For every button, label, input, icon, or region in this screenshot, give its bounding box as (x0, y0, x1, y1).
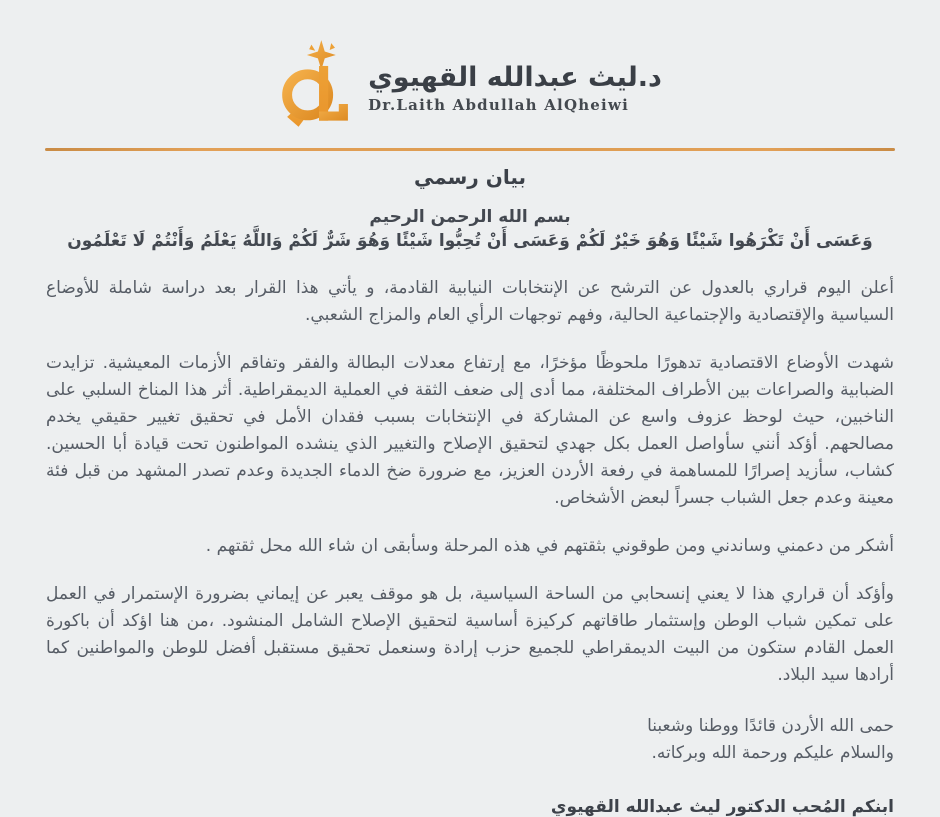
closing-salam-line: والسلام عليكم ورحمة الله وبركاته. (651, 742, 894, 763)
paragraph-announcement: أعلن اليوم قراري بالعدول عن الترشح عن الإنتخابات النيابية القادمة، و يأتي هذا القرار بعد دراسة شاملة للأوضاع السياسية والإقتصادية والإجتماعية الحالية، وفهم توجهات الرأي العام والمزاج الشعبي. (46, 277, 894, 325)
closing-prayer-line: حمى الله الأردن قائدًا ووطنا وشعبنا (647, 715, 894, 736)
star-icon (307, 40, 336, 70)
logo (0, 38, 940, 138)
logo-english-name: Dr.Laith Abdullah AlQheiwi (368, 95, 629, 114)
paragraph-context: شهدت الأوضاع الاقتصادية تدهورًا ملحوظًا مؤخرًا، مع إرتفاع معدلات البطالة والفقر وتفاقم الأزمات المعيشية. تزايدت الضبابية والصراعات بين الأطراف المختلفة، مما أدى إلى ضعف الثقة في العملية الديمقراطية. أثر هذا المناخ السلبي على الناخبين، حيث لوحظ عزوف واسع عن المشاركة في الإنتخابات بسبب فقدان الأمل في تحقيق تغيير حقيقي يخدم مصالحهم. أؤكد أنني سأواصل العمل بكل جهدي لتحقيق الإصلاح والتغيير الذي ينشده المواطنون تحت قيادة أبا الحسين. كشاب، سأزيد إصرارًا للمساهمة في رفعة الأردن العزيز، مع ضرورة ضخ الدماء الجديدة وعدم تصدر المشهد من قبل فئة معينة وعدم جعل الشباب جسراً لبعض الأشخاص. (46, 352, 894, 508)
quran-verse: وَعَسَى أَنْ تَكْرَهُوا شَيْئًا وَهُوَ خَيْرٌ لَكُمْ وَعَسَى أَنْ تُحِبُّوا شَيْئًا وَهُوَ شَرٌّ لَكُمْ وَاللَّهُ يَعْلَمُ وَأَنْتُمْ لَا تَعْلَمُون (67, 230, 873, 251)
page-title: بيان رسمي (413, 165, 527, 189)
bismillah-line: بسم الله الرحمن الرحيم (369, 207, 571, 227)
logo-text (368, 62, 662, 113)
signature-line: ابنكم المُحب الدكتور ليث عبدالله القهيوي (550, 796, 894, 817)
statement-body (0, 165, 940, 817)
letterhead (0, 0, 940, 151)
paragraph-future-plans: وأؤكد أن قراري هذا لا يعني إنسحابي من الساحة السياسية، بل هو موقف يعبر عن إيماني بضرورة الإستمرار في العمل على تمكين شباب الوطن وإستثمار طاقاتهم كركيزة أساسية لتحقيق الإصلاح الشامل المنشود. ،من هنا اؤكد أن باكورة العمل القادم ستكون من البيت الديمقراطي للجميع حزب إرادة وسنعمل تحقيق مستقبل أفضل للوطن والمواطنين كما أرادها سيد البلاد. (46, 583, 894, 685)
paragraph-thanks: أشكر من دعمني وساندني ومن طوقوني بثقتهم في هذه المرحلة وسأبقى ان شاء الله محل ثقتهم . (205, 535, 894, 556)
divider-rule (45, 148, 895, 151)
logo-arabic-name: د.ليث عبدالله القهيوي (368, 62, 662, 94)
closing-block (46, 713, 894, 767)
ql-monogram-icon (278, 38, 354, 138)
